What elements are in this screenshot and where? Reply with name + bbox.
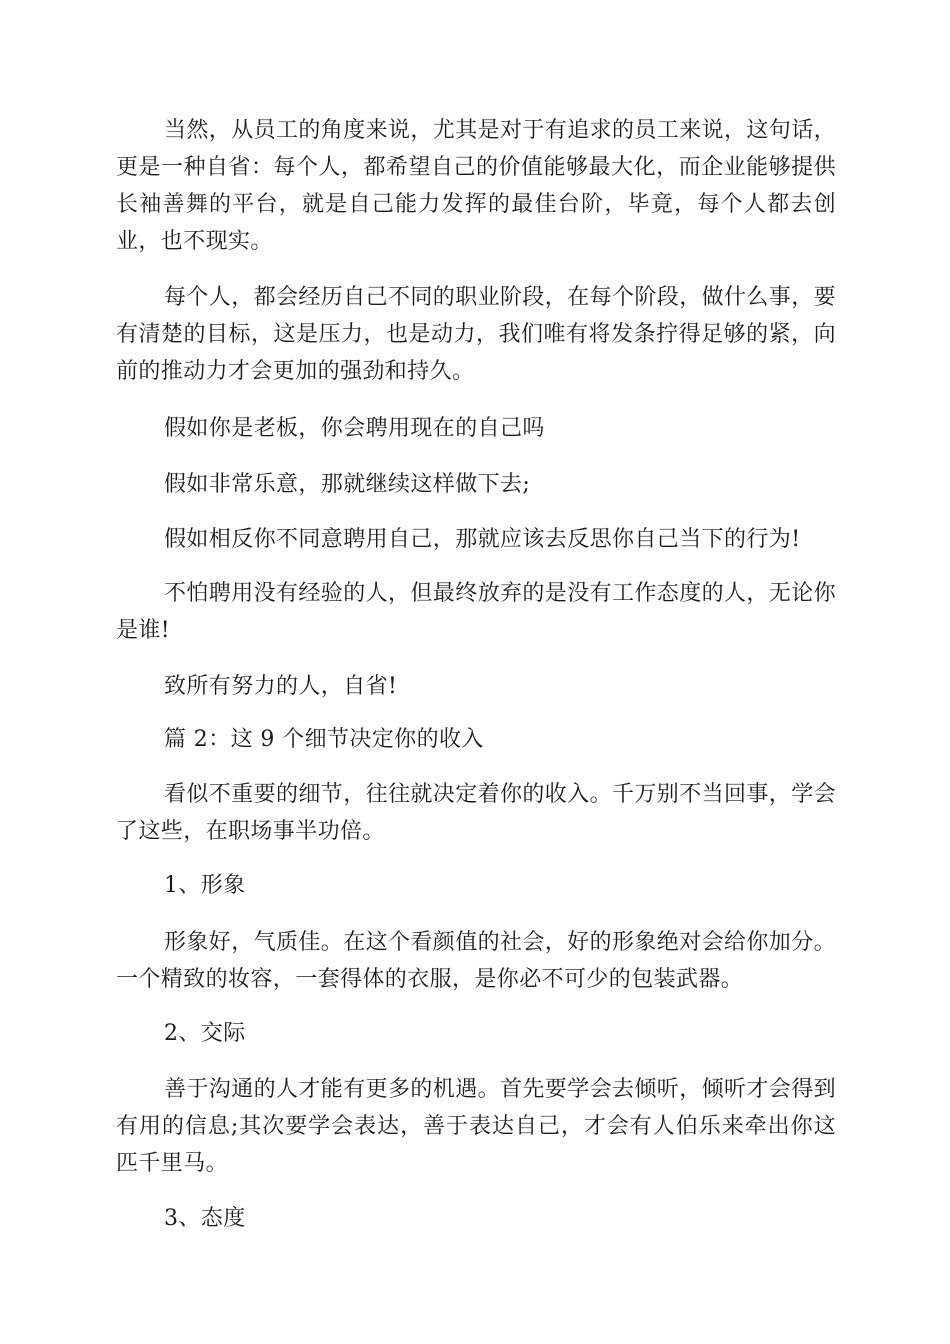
paragraph-communication: 善于沟通的人才能有更多的机遇。首先要学会去倾听，倾听才会得到有用的信息;其次要学会表达，善于表达自己，才会有人伯乐来牵出你这匹千里马。 [116, 1077, 837, 1176]
paragraph-if-not-willing: 假如相反你不同意聘用自己，那就应该去反思你自己当下的行为! [164, 527, 801, 552]
item-heading-attitude: 3、态度 [164, 1206, 246, 1231]
paragraph-details-intro: 看似不重要的细节，往往就决定着你的收入。千万别不当回事，学会了这些，在职场事半功倍。 [116, 782, 837, 844]
paragraph-if-willing: 假如非常乐意，那就继续这样做下去; [164, 472, 531, 497]
section-heading-nine-details: 篇 2：这 9 个细节决定你的收入 [164, 727, 484, 752]
item-heading-communication: 2、交际 [164, 1021, 246, 1046]
paragraph-career-stages: 每个人，都会经历自己不同的职业阶段，在每个阶段，做什么事，要有清楚的目标，这是压力，也是动力，我们唯有将发条拧得足够的紧，向前的推动力才会更加的强劲和持久。 [116, 285, 837, 384]
paragraph-if-you-were-boss: 假如你是老板，你会聘用现在的自己吗 [164, 416, 545, 441]
document-page [116, 0, 836, 1344]
item-heading-image: 1、形象 [164, 873, 246, 898]
paragraph-employee-perspective: 当然，从员工的角度来说，尤其是对于有追求的员工来说，这句话，更是一种自省：每个人，都希望自己的价值能够最大化，而企业能够提供长袖善舞的平台，就是自己能力发挥的最佳台阶，毕竟，每个人都去创业，也不现实。 [116, 118, 837, 254]
paragraph-attitude-matters: 不怕聘用没有经验的人，但最终放弃的是没有工作态度的人，无论你是谁! [116, 581, 837, 643]
paragraph-image: 形象好，气质佳。在这个看颜值的社会，好的形象绝对会给你加分。一个精致的妆容，一套得体的衣服，是你必不可少的包装武器。 [116, 930, 837, 992]
paragraph-to-all-hardworking: 致所有努力的人，自省! [164, 674, 398, 699]
